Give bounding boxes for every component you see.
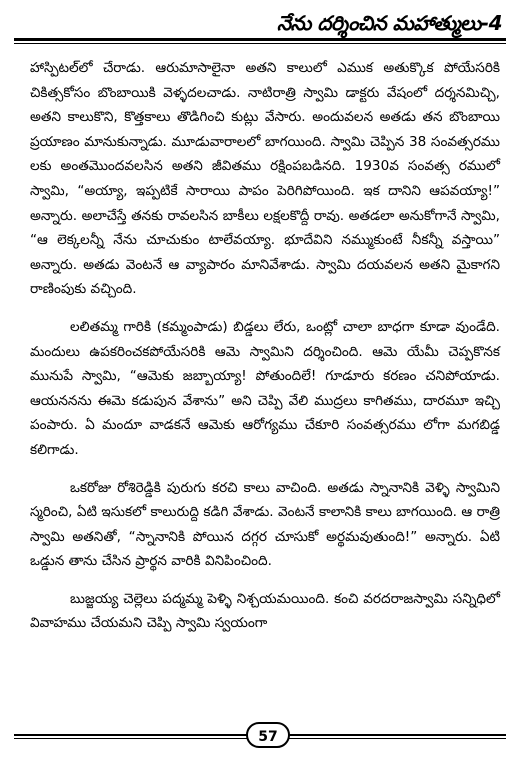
paragraph-4: బుజ్జయ్య చెల్లెలు పద్మమ్మ పెళ్ళి నిశ్చయమయింది. కంచి వరదరాజస్వామి సన్నిధిలో వివాహము చేయమని చెప్పి స్వామి స్వయంగా bbox=[30, 590, 500, 632]
page-number: 57 bbox=[246, 722, 290, 748]
page-body bbox=[30, 56, 500, 716]
paragraph-3: ఒకరోజు రోశిరెడ్డికి పురుగు కరచి కాలు వాచింది. అతడు స్నానానికి వెళ్ళి స్వామిని స్మరించి, ఏటి ఇసుకలో కాలురుద్ది కడిగి వేశాడు. వెంటనే కాలానికి కాలు బాగయింది. ఆ రాత్రి స్వామి అతనితో, “స్నానానికి పోయిన దగ్గర చూసుకో అర్థమవుతుంది!” అన్నారు. ఏటి ఒడ్డున తాను చేసిన ప్రార్థన వారికి వినిపించింది. bbox=[30, 479, 500, 570]
page-header bbox=[14, 8, 506, 44]
book-title: నేను దర్శించిన మహాత్ములు-4 bbox=[276, 11, 502, 35]
paragraph-1: హాస్పిటల్‌లో చేరాడు. ఆరుమాసాలైనా అతని కాలులో ఎముక అతుక్కొక పోయేసరికి చికిత్సకోసం బొంబాయికి వెళ్ళదలచాడు. నాటిరాత్రి స్వామి డాక్టరు వేషంలో దర్శనమిచ్చి, అతని కాలుకొని, కొత్తకాలు తొడిగించి కుట్లు వేసారు. అందువలన అతడు తన బొంబాయి ప్రయాణం మానుకున్నాడు. మూడువారాలలో బాగయింది. స్వామి చెప్పిన 38 సంవత్సరము లకు అంతమొందవలసిన అతని జీవితము రక్షింపబడినది. 1930వ సంవత్స రములో స్వామి, “అయ్యా, ఇప్పటికే సారాయి పాపం పెరిగిపోయింది. ఇక దానిని ఆపవయ్యా!” అన్నారు. అలాచేస్తే తనకు రావలసిన బాకీలు లక్షలకొద్దీ రావు. అతడలా అనుకోగానే స్వామి, “ఆ లెక్కలన్నీ నేను చూచుకుం టాలేవయ్యా. భూదేవిని నమ్ముకుంటే నీకన్నీ వస్తాయి” అన్నారు. అతడు వెంటనే ఆ వ్యాపారం మానివేశాడు. స్వామి దయవలన అతని మైకాగని రాణింపుకు వచ్చింది. bbox=[30, 60, 500, 298]
paragraph-2: లలితమ్మ గారికి (కమ్మంపాడు) బిడ్డలు లేరు, ఒంట్లో చాలా బాధగా కూడా వుండేది. మందులు ఉపకరించకపోయేసరికి ఆమె స్వామిని దర్శించింది. ఆమె యేమీ చెప్పకొనక మునుపే స్వామి, “ఆమెకు జబ్బాయ్యా! పోతుందిలే! గూడూరు కరణం చనిపోయాడు. ఆయననను ఈమె కడుపున వేశాను” అని చెప్పి వేలి ముద్రలు కాగితము, దారమూ ఇచ్చి పంపారు. ఏ మందూ వాడకనే ఆమెకు ఆరోగ్యము చేకూరి సంవత్సరము లోగా మగబిడ్డ కలిగాడు. bbox=[30, 318, 500, 458]
page-footer bbox=[14, 720, 506, 752]
header-rule bbox=[14, 38, 506, 44]
